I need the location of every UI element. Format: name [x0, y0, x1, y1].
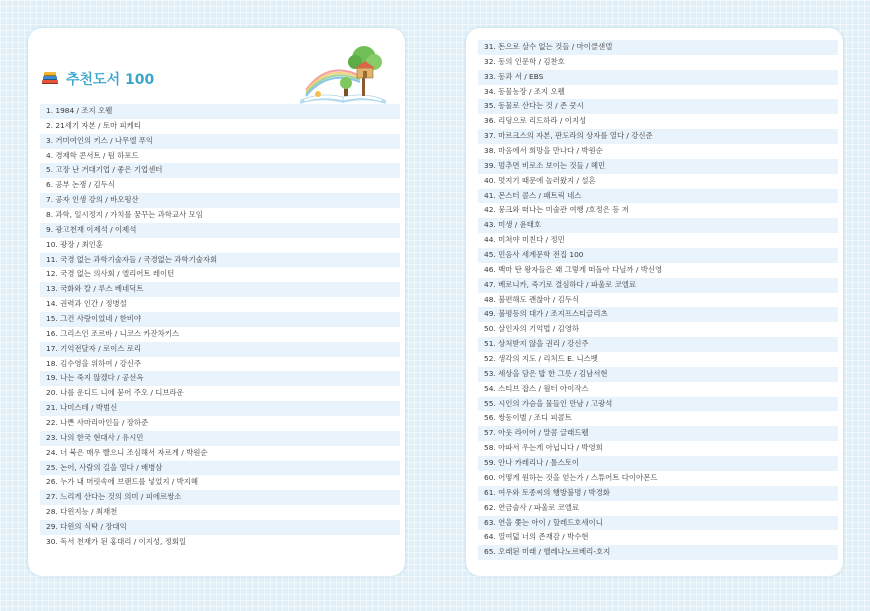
- list-item: 23. 나의 한국 현대사 / 유시민: [40, 431, 400, 446]
- list-item: 3. 거미여인의 키스 / 나무엘 푸익: [40, 134, 400, 149]
- list-item: 10. 광장 / 최인훈: [40, 238, 400, 253]
- right-page: [466, 28, 843, 576]
- list-item: 20. 나를 운디드 니에 묻어 주오 / 디브라운: [40, 386, 400, 401]
- list-item: 9. 광고천재 이제석 / 이제석: [40, 223, 400, 238]
- book-list-right: [478, 40, 838, 560]
- list-item: 12. 국경 없는 의사회 / 엘리어트 레이턴: [40, 267, 400, 282]
- list-item: 31. 돈으로 살수 없는 것들 / 마이클샌델: [478, 40, 838, 55]
- list-item: 35. 동물로 산다는 것 / 존 쿳시: [478, 99, 838, 114]
- list-item: 36. 리딩으로 리드하라 / 이지성: [478, 114, 838, 129]
- list-item: 33. 동과 서 / EBS: [478, 70, 838, 85]
- list-item: 4. 경제학 콘서트 / 팀 하포드: [40, 149, 400, 164]
- list-item: 19. 나는 죽지 않겠다 / 공선옥: [40, 371, 400, 386]
- list-item: 58. 아파서 우는게 아닙니다 / 박영희: [478, 441, 838, 456]
- list-item: 44. 미쳐야 미친다 / 정민: [478, 233, 838, 248]
- list-item: 53. 세상을 담은 밥 한 그릇 / 김남서현: [478, 367, 838, 382]
- list-item: 8. 과학, 일시정지 / 가치를 꿈꾸는 과학교사 모임: [40, 208, 400, 223]
- list-item: 39. 멈추면 비로소 보이는 것들 / 혜민: [478, 159, 838, 174]
- list-item: 14. 권력과 인간 / 정병설: [40, 297, 400, 312]
- list-item: 29. 다윈의 식탁 / 장대익: [40, 520, 400, 535]
- list-item: 48. 불편해도 괜찮아 / 김두식: [478, 293, 838, 308]
- list-item: 65. 오래된 미래 / 헬레나노르베리-호지: [478, 545, 838, 560]
- page-title: 추천도서 100: [66, 72, 155, 88]
- list-item: 6. 공부 논쟁 / 김두식: [40, 178, 400, 193]
- list-item: 21. 나미스테 / 박범신: [40, 401, 400, 416]
- list-item: 41. 몬스터 콜스 / 패트릭 네스: [478, 189, 838, 204]
- list-item: 52. 생각의 지도 / 리처드 E. 니스벳: [478, 352, 838, 367]
- list-item: 50. 살인자의 기억법 / 김영하: [478, 322, 838, 337]
- list-item: 22. 나쁜 사마리아인들 / 장하준: [40, 416, 400, 431]
- left-page: [28, 28, 405, 576]
- list-item: 34. 동물농장 / 조지 오웰: [478, 85, 838, 100]
- list-item: 43. 미생 / 윤태호: [478, 218, 838, 233]
- list-item: 57. 아웃 라이어 / 말콤 글래드웰: [478, 426, 838, 441]
- list-item: 37. 마르크스의 자본, 판도라의 상자를 열다 / 강신준: [478, 129, 838, 144]
- list-item: 64. 열여덟 너의 존재감 / 박수현: [478, 530, 838, 545]
- list-item: 55. 시인의 가슴을 물들인 만남 / 고광석: [478, 397, 838, 412]
- list-item: 11. 국경 없는 과학기술자들 / 국경없는 과학기술자회: [40, 253, 400, 268]
- treehouse-open-book-illustration: [298, 42, 388, 112]
- list-item: 63. 연을 쫓는 아이 / 할레드호세이니: [478, 516, 838, 531]
- list-item: 62. 연금술사 / 파울로 코엘료: [478, 501, 838, 516]
- list-item: 47. 베로니카, 죽기로 결심하다 / 파울로 코엘료: [478, 278, 838, 293]
- list-item: 24. 너 북은 매우 빨으니 조심해서 자르게 / 박원순: [40, 446, 400, 461]
- list-item: 38. 마음에서 희망을 만나다 / 박원순: [478, 144, 838, 159]
- list-item: 30. 독서 천재가 된 홍대리 / 이지성, 정회일: [40, 535, 400, 550]
- list-item: 45. 민음사 세계문학 전집 100: [478, 248, 838, 263]
- list-item: 42. 뭉크와 떠나는 미술관 여행 /호정은 등 저: [478, 203, 838, 218]
- list-item: 15. 그건 사랑이었네 / 한비야: [40, 312, 400, 327]
- list-item: 51. 상처받지 않을 권리 / 강신주: [478, 337, 838, 352]
- list-item: 1. 1984 / 조지 오웰: [40, 104, 400, 119]
- book-list-left: [40, 104, 400, 550]
- list-item: 18. 김수영을 위하여 / 강신주: [40, 357, 400, 372]
- list-item: 61. 여우와 토종씨의 행방불명 / 박경화: [478, 486, 838, 501]
- title-row: [40, 68, 154, 90]
- list-item: 7. 공자 인생 강의 / 바오펑산: [40, 193, 400, 208]
- list-item: 2. 21세기 자본 / 토마 피케티: [40, 119, 400, 134]
- list-item: 32. 동의 인문학 / 김찬호: [478, 55, 838, 70]
- list-item: 26. 누가 내 머릿속에 브랜드를 넣었지 / 박지혜: [40, 475, 400, 490]
- list-item: 5. 고장 난 거대기업 / 좋은 기업센터: [40, 163, 400, 178]
- list-item: 60. 어떻게 원하는 것을 얻는가 / 스튜어트 다이아몬드: [478, 471, 838, 486]
- list-item: 56. 쌍동이별 / 조디 피콜트: [478, 411, 838, 426]
- list-item: 16. 그리스인 조르바 / 니코스 카잔차키스: [40, 327, 400, 342]
- list-item: 54. 스티브 잡스 / 월터 아이작스: [478, 382, 838, 397]
- books-icon: [40, 68, 60, 90]
- list-item: 40. 멋지기 때문에 놀러왔지 / 설흔: [478, 174, 838, 189]
- list-item: 27. 느리게 산다는 것의 의미 / 피에르쌍소: [40, 490, 400, 505]
- list-item: 59. 안나 카레리나 / 톨스토이: [478, 456, 838, 471]
- list-item: 17. 기억전달자 / 로이스 로리: [40, 342, 400, 357]
- list-item: 13. 국화와 칼 / 루스 베네딕트: [40, 282, 400, 297]
- list-item: 25. 논어, 사람의 길을 열다 / 배병삼: [40, 461, 400, 476]
- list-item: 49. 불평등의 대가 / 조지프스티글리츠: [478, 307, 838, 322]
- list-item: 46. 백마 탄 왕자들은 왜 그렇게 떠돌아 다닐까 / 박신영: [478, 263, 838, 278]
- list-item: 28. 다윈지능 / 최재천: [40, 505, 400, 520]
